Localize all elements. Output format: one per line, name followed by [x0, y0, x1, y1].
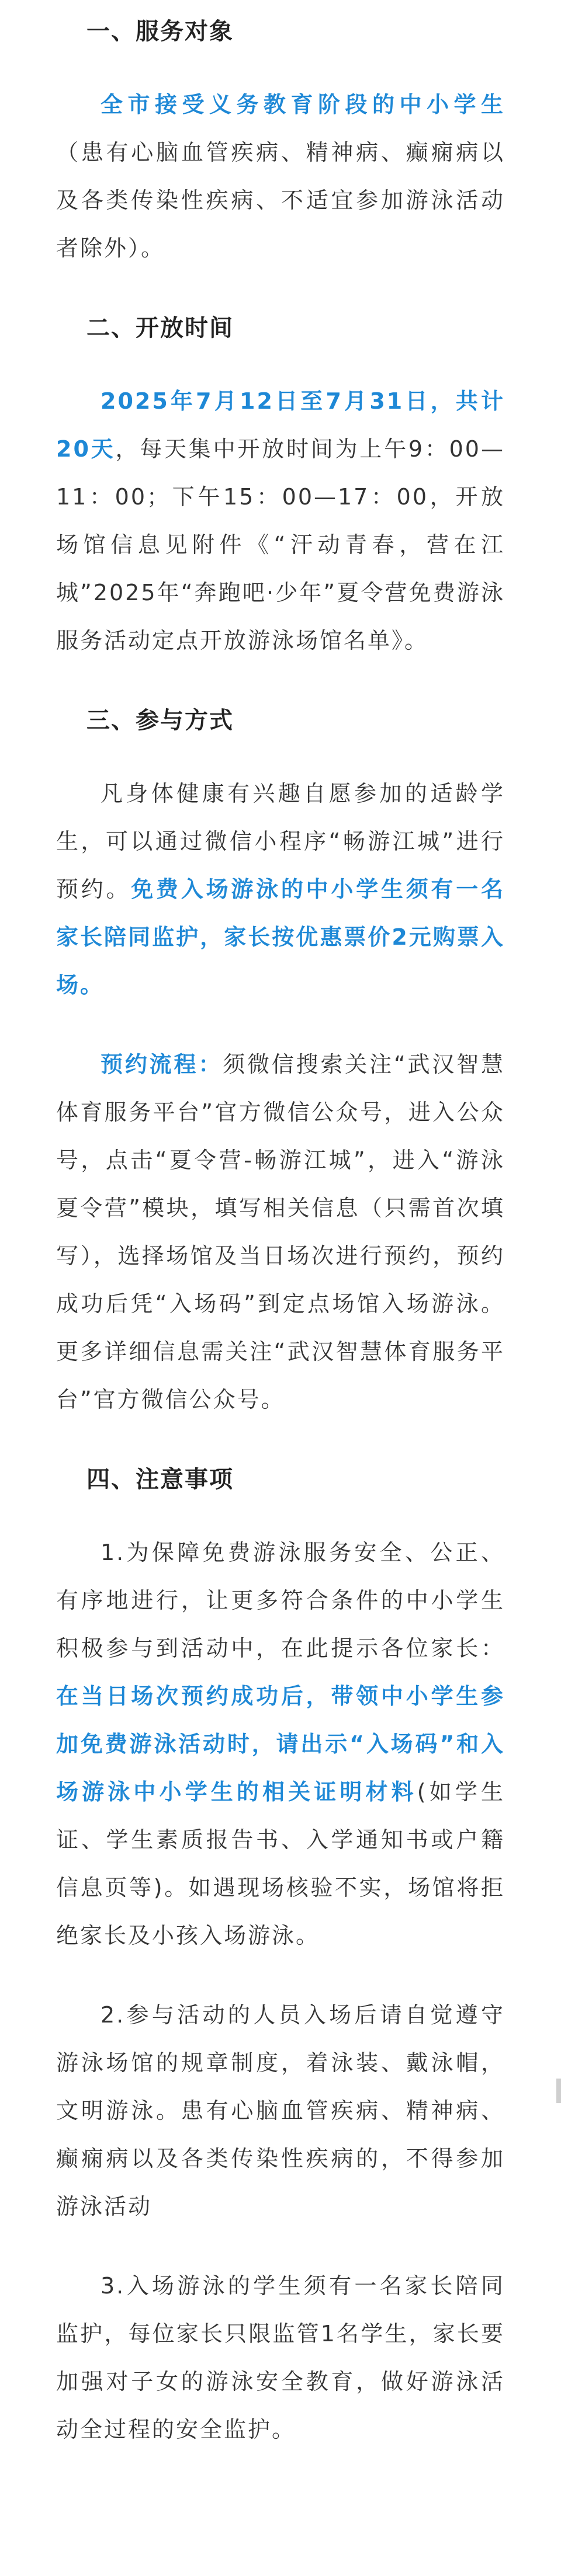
section-spacer [56, 272, 505, 311]
highlighted-text: 免费入场游泳的中小学生须有一名家长陪同监护，家长按优惠票价2元购票入场。 [56, 876, 505, 998]
body-text: 凡身体健康有兴趣自愿参加的适龄学生，可以通过微信小程序“畅游江城”进行预约。 [56, 781, 505, 902]
body-text: （患有心脑血管疾病、精神病、癫痫病以及各类传染性疾病、不适宜参加游泳活动者除外）。 [56, 140, 505, 261]
section-heading: 一、服务对象 [86, 18, 234, 45]
body-text: 2.参与活动的人员入场后请自觉遵守游泳场馆的规章制度，着泳装、戴泳帽，文明游泳。患有心脑血管疾病、精神病、癫痫病以及各类传染性疾病的，不得参加游泳活动 [56, 2002, 505, 2219]
paragraph-spacer [56, 1009, 505, 1040]
body-text: 3.入场游泳的学生须有一名家长陪同监护，每位家长只限监管1名学生，家长要加强对子女的游泳安全教育，做好游泳活动全过程的安全监护。 [56, 2273, 505, 2442]
section-paragraph [56, 81, 505, 272]
section-spacer [56, 664, 505, 703]
section-spacer [56, 1423, 505, 1462]
scrollbar-thumb[interactable] [556, 2079, 561, 2103]
section-paragraph [56, 1991, 505, 2230]
heading-spacer [56, 1497, 505, 1529]
paragraph-spacer [56, 1959, 505, 1991]
heading-spacer [56, 346, 505, 377]
section-heading: 四、注意事项 [86, 1466, 234, 1493]
highlighted-text: 预约流程： [101, 1052, 223, 1077]
highlighted-text: 2025年7月12日至7月31日，共计20天 [56, 388, 505, 462]
section-paragraph [56, 2262, 505, 2453]
heading-spacer [56, 738, 505, 770]
body-text: (如学生证、学生素质报告书、入学通知书或户籍信息页等)。如遇现场核验不实，场馆将拒绝家长及小孩入场游泳。 [56, 1779, 505, 1948]
paragraph-spacer [56, 2230, 505, 2262]
section-paragraph [56, 1529, 505, 1959]
highlighted-text: 全市接受义务教育阶段的中小学生 [101, 92, 505, 117]
highlighted-text: 在当日场次预约成功后，带领中小学生参加免费游泳活动时，请出示“入场码”和入场游泳中小学生的相关证明材料 [56, 1683, 505, 1805]
section-heading: 三、参与方式 [86, 707, 234, 734]
section-paragraph [56, 377, 505, 664]
body-text: 须微信搜索关注“武汉智慧体育服务平台”官方微信公众号，进入公众号，点击“夏令营-畅游江城”，进入“游泳夏令营”模块，填写相关信息（只需首次填写），选择场馆及当日场次进行预约，预约成功后凭“入场码”到定点场馆入场游泳。更多详细信息需关注“武汉智慧体育服务平台”官方微信公众号。 [56, 1052, 505, 1412]
body-text: 1.为保障免费游泳服务安全、公正、有序地进行，让更多符合条件的中小学生积极参与到活动中，在此提示各位家长： [56, 1540, 505, 1661]
section-paragraph [56, 1040, 505, 1423]
section-paragraph [56, 770, 505, 1009]
body-text: ，每天集中开放时间为上午9：00—11：00；下午15：00—17：00，开放场馆信息见附件《“汗动青春，营在江城”2025年“奔跑吧·少年”夏令营免费游泳服务活动定点开放游泳场馆名单》。 [56, 436, 505, 653]
heading-spacer [56, 49, 505, 81]
section-heading: 二、开放时间 [86, 315, 234, 342]
